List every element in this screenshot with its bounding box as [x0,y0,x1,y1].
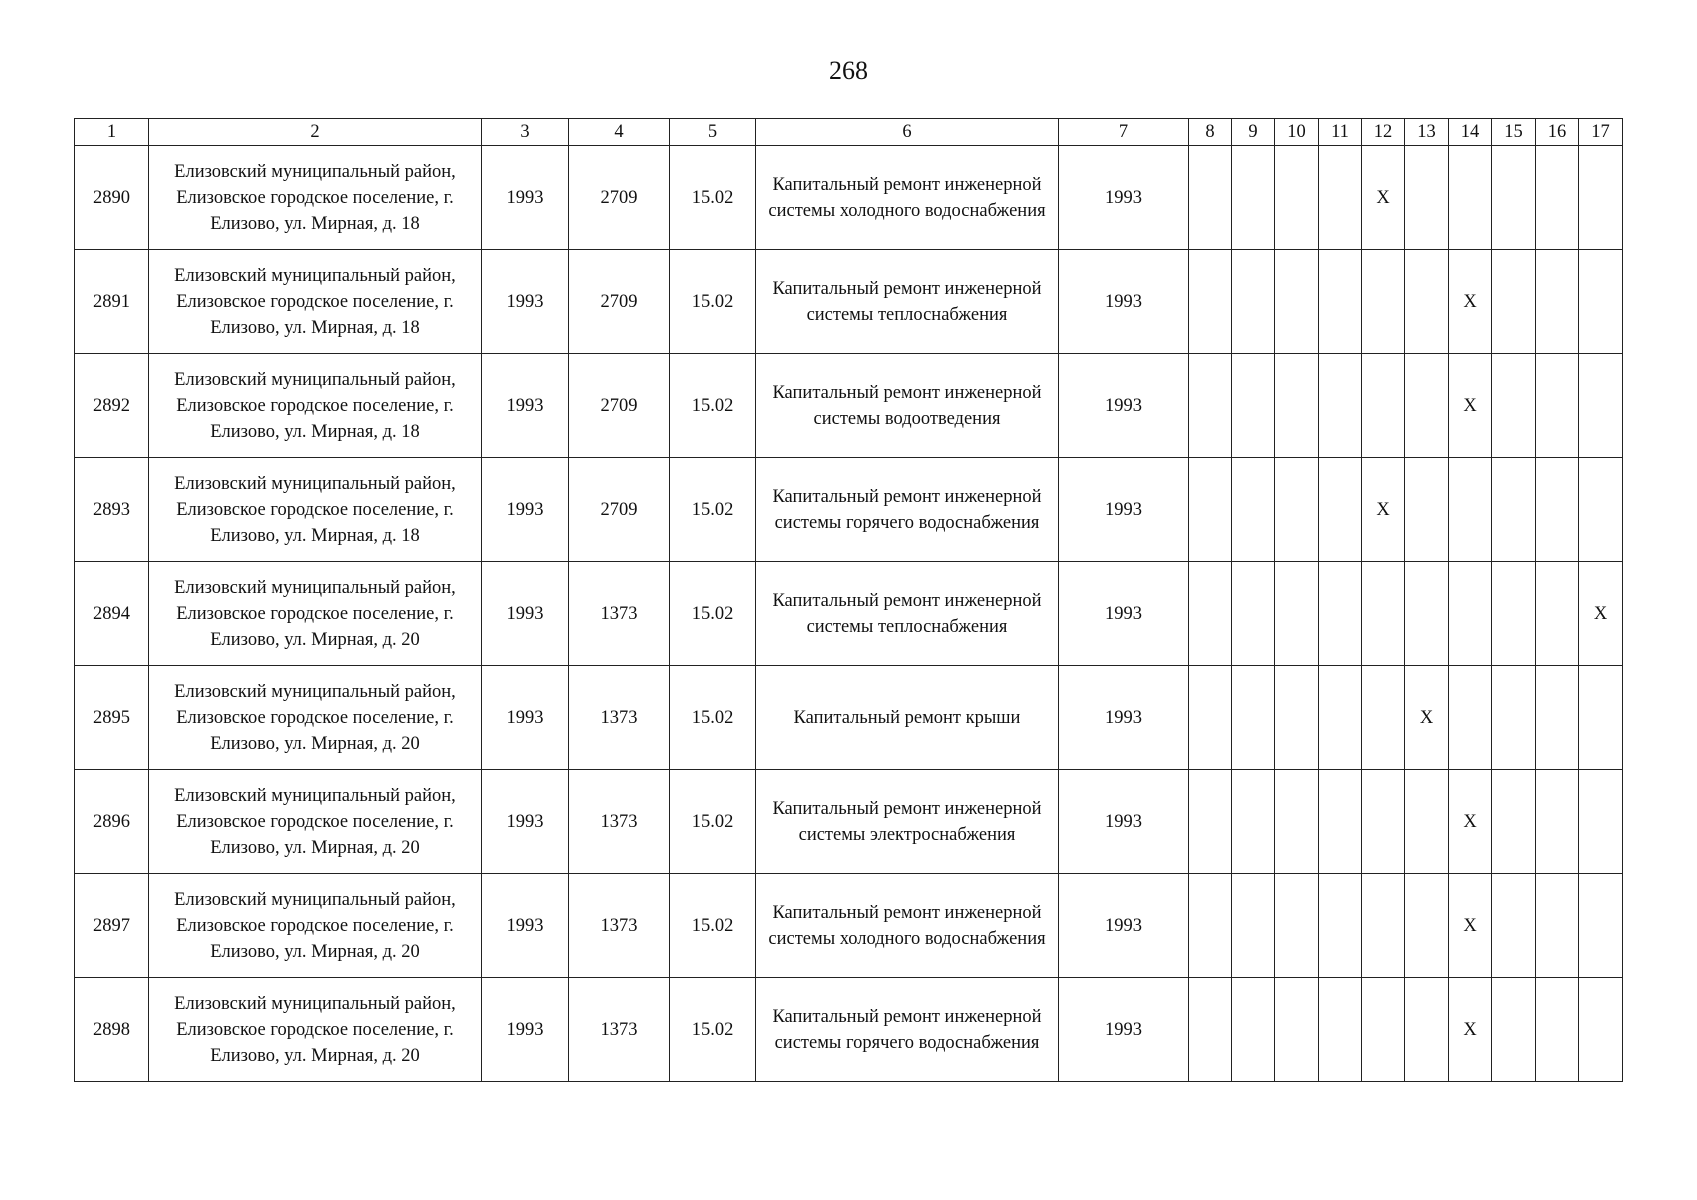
mark-cell [1579,666,1623,770]
mark-cell [1362,354,1405,458]
column-header: 7 [1059,119,1189,146]
table-row [75,250,1623,354]
code-cell: 15.02 [670,978,756,1082]
mark-cell [1536,874,1579,978]
mark-cell [1492,458,1536,562]
column-header: 1 [75,119,149,146]
mark-cell [1405,978,1449,1082]
mark-cell [1189,978,1232,1082]
code-cell: 15.02 [670,874,756,978]
mark-cell [1362,666,1405,770]
year-cell: 1993 [1059,770,1189,874]
year-cell: 1993 [1059,874,1189,978]
row-number-cell: 2891 [75,250,149,354]
mark-cell [1189,666,1232,770]
mark-cell [1232,770,1275,874]
code-cell: 15.02 [670,354,756,458]
year-cell: 1993 [482,354,569,458]
mark-cell [1275,250,1319,354]
year-cell: 1993 [1059,458,1189,562]
address-cell: Елизовский муниципальный район, Елизовское городское поселение, г. Елизово, ул. Мирная, д. 20 [149,978,482,1082]
row-number-cell: 2894 [75,562,149,666]
mark-cell [1362,978,1405,1082]
code-cell: 15.02 [670,770,756,874]
code-cell: 15.02 [670,146,756,250]
mark-cell [1319,250,1362,354]
work-type-cell: Капитальный ремонт крыши [756,666,1059,770]
mark-cell [1536,458,1579,562]
mark-cell: X [1449,250,1492,354]
mark-cell [1275,874,1319,978]
value-cell: 2709 [569,250,670,354]
mark-cell [1319,562,1362,666]
row-number-cell: 2890 [75,146,149,250]
mark-cell [1275,770,1319,874]
mark-cell [1319,874,1362,978]
mark-cell: X [1405,666,1449,770]
value-cell: 1373 [569,562,670,666]
mark-cell [1319,458,1362,562]
mark-cell [1492,770,1536,874]
mark-cell [1275,978,1319,1082]
column-header: 9 [1232,119,1275,146]
mark-cell [1579,458,1623,562]
code-cell: 15.02 [670,250,756,354]
mark-cell [1319,978,1362,1082]
mark-cell [1492,146,1536,250]
mark-cell [1579,874,1623,978]
column-header: 14 [1449,119,1492,146]
value-cell: 1373 [569,770,670,874]
mark-cell [1189,562,1232,666]
column-header: 15 [1492,119,1536,146]
row-number-cell: 2895 [75,666,149,770]
mark-cell [1232,666,1275,770]
work-type-cell: Капитальный ремонт инженерной системы теплоснабжения [756,562,1059,666]
column-header: 12 [1362,119,1405,146]
mark-cell [1536,354,1579,458]
address-cell: Елизовский муниципальный район, Елизовское городское поселение, г. Елизово, ул. Мирная, д. 20 [149,770,482,874]
address-cell: Елизовский муниципальный район, Елизовское городское поселение, г. Елизово, ул. Мирная, д. 20 [149,874,482,978]
mark-cell [1319,666,1362,770]
mark-cell [1405,250,1449,354]
mark-cell [1579,146,1623,250]
column-header: 6 [756,119,1059,146]
mark-cell [1536,146,1579,250]
value-cell: 1373 [569,874,670,978]
column-header: 3 [482,119,569,146]
mark-cell: X [1449,354,1492,458]
mark-cell [1405,770,1449,874]
mark-cell: X [1449,978,1492,1082]
mark-cell [1405,874,1449,978]
mark-cell [1232,354,1275,458]
table-row [75,666,1623,770]
code-cell: 15.02 [670,666,756,770]
row-number-cell: 2896 [75,770,149,874]
mark-cell [1362,250,1405,354]
year-cell: 1993 [482,250,569,354]
year-cell: 1993 [1059,354,1189,458]
column-header: 4 [569,119,670,146]
table-row [75,978,1623,1082]
work-type-cell: Капитальный ремонт инженерной системы теплоснабжения [756,250,1059,354]
column-header: 16 [1536,119,1579,146]
mark-cell [1275,666,1319,770]
year-cell: 1993 [482,146,569,250]
table-body [75,146,1623,1082]
column-header: 10 [1275,119,1319,146]
year-cell: 1993 [1059,250,1189,354]
mark-cell [1362,770,1405,874]
mark-cell [1579,250,1623,354]
mark-cell [1319,770,1362,874]
address-cell: Елизовский муниципальный район, Елизовское городское поселение, г. Елизово, ул. Мирная, д. 18 [149,250,482,354]
work-type-cell: Капитальный ремонт инженерной системы горячего водоснабжения [756,458,1059,562]
year-cell: 1993 [482,458,569,562]
code-cell: 15.02 [670,562,756,666]
year-cell: 1993 [482,666,569,770]
header-row [75,119,1623,146]
table-row [75,770,1623,874]
mark-cell [1536,978,1579,1082]
mark-cell [1405,146,1449,250]
mark-cell [1536,666,1579,770]
mark-cell [1275,562,1319,666]
mark-cell [1189,770,1232,874]
row-number-cell: 2893 [75,458,149,562]
mark-cell [1319,354,1362,458]
year-cell: 1993 [1059,666,1189,770]
work-type-cell: Капитальный ремонт инженерной системы горячего водоснабжения [756,978,1059,1082]
mark-cell [1492,874,1536,978]
column-header: 11 [1319,119,1362,146]
address-cell: Елизовский муниципальный район, Елизовское городское поселение, г. Елизово, ул. Мирная, д. 18 [149,458,482,562]
table-row [75,458,1623,562]
work-type-cell: Капитальный ремонт инженерной системы холодного водоснабжения [756,146,1059,250]
mark-cell: X [1579,562,1623,666]
year-cell: 1993 [1059,146,1189,250]
mark-cell [1579,354,1623,458]
column-header: 2 [149,119,482,146]
mark-cell [1579,978,1623,1082]
mark-cell [1232,562,1275,666]
year-cell: 1993 [1059,562,1189,666]
mark-cell [1536,770,1579,874]
mark-cell: X [1362,146,1405,250]
year-cell: 1993 [482,874,569,978]
mark-cell [1492,562,1536,666]
year-cell: 1993 [482,562,569,666]
mark-cell [1362,562,1405,666]
mark-cell [1189,458,1232,562]
value-cell: 2709 [569,354,670,458]
value-cell: 1373 [569,666,670,770]
row-number-cell: 2897 [75,874,149,978]
mark-cell [1189,146,1232,250]
mark-cell [1189,874,1232,978]
year-cell: 1993 [1059,978,1189,1082]
mark-cell [1579,770,1623,874]
column-header: 13 [1405,119,1449,146]
row-number-cell: 2892 [75,354,149,458]
address-cell: Елизовский муниципальный район, Елизовское городское поселение, г. Елизово, ул. Мирная, д. 18 [149,354,482,458]
mark-cell [1232,978,1275,1082]
mark-cell [1449,458,1492,562]
mark-cell [1189,354,1232,458]
table-row [75,562,1623,666]
mark-cell [1232,250,1275,354]
mark-cell [1275,354,1319,458]
table-row [75,354,1623,458]
table-row [75,874,1623,978]
mark-cell [1275,458,1319,562]
column-header: 17 [1579,119,1623,146]
mark-cell [1362,874,1405,978]
year-cell: 1993 [482,978,569,1082]
row-number-cell: 2898 [75,978,149,1082]
mark-cell [1449,562,1492,666]
mark-cell [1492,666,1536,770]
table-row [75,146,1623,250]
page-number: 268 [829,56,868,85]
value-cell: 2709 [569,146,670,250]
work-type-cell: Капитальный ремонт инженерной системы электроснабжения [756,770,1059,874]
column-header: 5 [670,119,756,146]
mark-cell [1405,562,1449,666]
column-header: 8 [1189,119,1232,146]
mark-cell [1275,146,1319,250]
value-cell: 1373 [569,978,670,1082]
address-cell: Елизовский муниципальный район, Елизовское городское поселение, г. Елизово, ул. Мирная, д. 18 [149,146,482,250]
mark-cell [1232,874,1275,978]
mark-cell [1492,978,1536,1082]
mark-cell [1492,354,1536,458]
code-cell: 15.02 [670,458,756,562]
mark-cell [1232,146,1275,250]
mark-cell [1536,562,1579,666]
mark-cell [1449,146,1492,250]
mark-cell [1536,250,1579,354]
mark-cell [1449,666,1492,770]
work-type-cell: Капитальный ремонт инженерной системы холодного водоснабжения [756,874,1059,978]
mark-cell [1405,458,1449,562]
mark-cell: X [1449,874,1492,978]
address-cell: Елизовский муниципальный район, Елизовское городское поселение, г. Елизово, ул. Мирная, д. 20 [149,562,482,666]
mark-cell [1189,250,1232,354]
value-cell: 2709 [569,458,670,562]
register-table [74,118,1623,1082]
mark-cell [1405,354,1449,458]
address-cell: Елизовский муниципальный район, Елизовское городское поселение, г. Елизово, ул. Мирная, д. 20 [149,666,482,770]
mark-cell [1319,146,1362,250]
mark-cell: X [1362,458,1405,562]
mark-cell [1232,458,1275,562]
mark-cell [1492,250,1536,354]
year-cell: 1993 [482,770,569,874]
mark-cell: X [1449,770,1492,874]
work-type-cell: Капитальный ремонт инженерной системы водоотведения [756,354,1059,458]
